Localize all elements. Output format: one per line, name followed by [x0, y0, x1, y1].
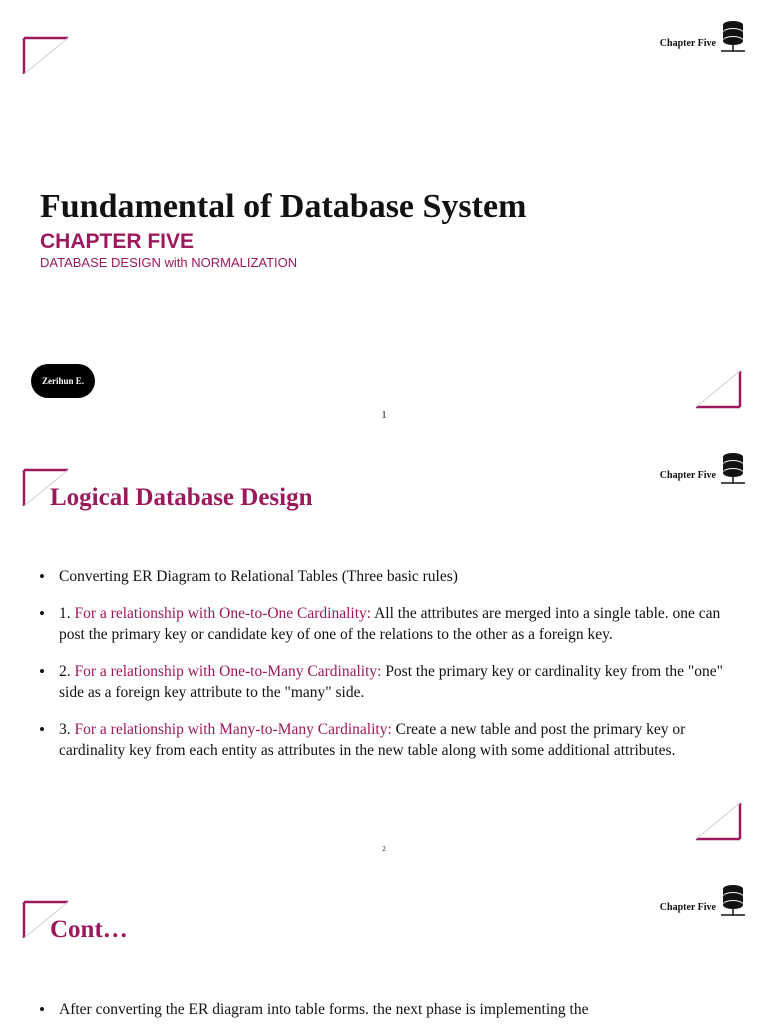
bullet-text: Post the primary key or cardinality key from the "one" side as a foreign key attribute to the "many" side.	[59, 663, 723, 701]
page-number: 2	[382, 845, 386, 853]
page-number: 1	[381, 409, 387, 421]
bullet-text: All the attributes are merged into a single table. one can post the primary key or candidate key of one of the relations to the other as a foreign key.	[59, 605, 721, 643]
database-icon	[720, 20, 746, 54]
bullet-list	[36, 566, 726, 777]
corner-decoration-top-left	[22, 36, 70, 76]
bullet-prefix: 2.	[59, 663, 75, 680]
bullet-list	[36, 999, 726, 1024]
presentation-title: Fundamental of Database System	[40, 188, 527, 225]
slide-2	[0, 432, 768, 864]
corner-decoration-bottom-right	[694, 801, 742, 841]
header-chapter-label: Chapter Five	[659, 902, 716, 913]
database-icon	[720, 452, 746, 486]
bullet-highlight: For a relationship with One-to-One Cardinality:	[74, 605, 372, 622]
header-chapter-label: Chapter Five	[659, 470, 716, 481]
bullet-item	[36, 999, 726, 1020]
bullet-text: Create a new table and post the primary key or cardinality key from each entity as attributes in the new table along with some additional attributes.	[59, 721, 686, 759]
bullet-item	[36, 661, 726, 703]
corner-decoration-bottom-right	[694, 369, 742, 409]
bullet-item	[36, 566, 726, 587]
bullet-text: Converting ER Diagram to Relational Tables (Three basic rules)	[59, 568, 458, 585]
database-icon	[720, 884, 746, 918]
chapter-heading: CHAPTER FIVE	[40, 230, 195, 253]
slide-title: Cont…	[50, 916, 128, 943]
bullet-item	[36, 603, 726, 645]
slide-title: Logical Database Design	[50, 484, 313, 511]
author-badge: Zerihun E.	[31, 364, 95, 398]
slide-1	[0, 0, 768, 432]
slide-3	[0, 864, 768, 1024]
chapter-subtitle: DATABASE DESIGN with NORMALIZATION	[40, 255, 298, 270]
bullet-item	[36, 719, 726, 761]
bullet-prefix: 1.	[59, 605, 75, 622]
bullet-text: After converting the ER diagram into table forms. the next phase is implementing the	[59, 1001, 589, 1018]
bullet-prefix: 3.	[59, 721, 75, 738]
bullet-highlight: For a relationship with Many-to-Many Cardinality:	[74, 721, 392, 738]
bullet-highlight: For a relationship with One-to-Many Cardinality:	[74, 663, 382, 680]
header-chapter-label: Chapter Five	[659, 38, 716, 49]
